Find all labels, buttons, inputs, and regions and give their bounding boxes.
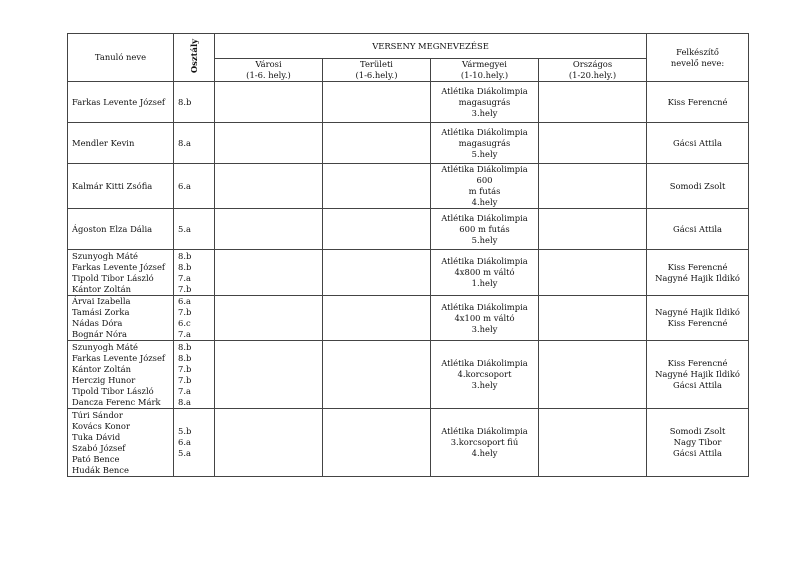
student-cell-line: Farkas Levente József <box>72 96 166 107</box>
result-cell-county-line: 3.hely <box>471 107 498 118</box>
class-cell <box>174 341 215 409</box>
result-cell-county <box>431 296 539 341</box>
result-cell-county <box>431 341 539 409</box>
class-cell-line: 5.a <box>178 223 191 234</box>
student-cell-line: Szunyogh Máté <box>72 341 139 352</box>
result-cell-national <box>539 82 647 123</box>
student-cell <box>68 123 174 164</box>
result-cell-city <box>215 250 323 296</box>
class-cell-line: 8.b <box>178 96 192 107</box>
student-cell <box>68 82 174 123</box>
student-cell-line: Dancza Ferenc Márk <box>72 396 161 407</box>
table-row <box>68 341 749 409</box>
teacher-cell-line: Kiss Ferencné <box>667 96 728 107</box>
class-cell-line: 7.b <box>178 374 192 385</box>
result-cell-county-line: 4.hely <box>471 197 498 207</box>
class-cell <box>174 164 215 209</box>
result-cell-regional <box>323 409 431 477</box>
competition-title: VERSENY MEGNEVEZÉSE <box>215 34 647 59</box>
student-cell-line: Herczig Hunor <box>72 374 136 385</box>
student-cell-line: Túri Sándor <box>72 409 123 420</box>
result-cell-national <box>539 341 647 409</box>
student-cell <box>68 250 174 296</box>
result-cell-county <box>431 409 539 477</box>
result-cell-city <box>215 164 323 209</box>
results-table <box>67 33 749 477</box>
class-cell-line: 6.a <box>178 437 191 447</box>
class-cell-line: 7.b <box>178 307 192 317</box>
teacher-cell-line: Kiss Ferencné <box>667 358 728 368</box>
class-cell-line: 8.b <box>178 250 192 261</box>
result-cell-city <box>215 123 323 164</box>
student-cell <box>68 296 174 341</box>
table-row <box>68 209 749 250</box>
result-cell-regional <box>323 123 431 164</box>
result-cell-county-line: 4.hely <box>471 448 498 458</box>
student-cell-line: Tipold Tibor László <box>72 272 154 283</box>
result-cell-county-line: Atlétika Diákolimpia 600 <box>441 164 528 185</box>
result-cell-city <box>215 296 323 341</box>
result-cell-city <box>215 209 323 250</box>
student-cell-line: Bognár Nóra <box>72 329 127 339</box>
teacher-header <box>647 34 749 82</box>
result-cell-county-line: Atlétika Diákolimpia <box>441 212 528 223</box>
teacher-cell-line: Kiss Ferencné <box>667 261 728 272</box>
student-cell <box>68 209 174 250</box>
teacher-header-line1: Felkészítő <box>676 46 719 57</box>
class-cell-line: 8.a <box>178 396 191 407</box>
teacher-cell <box>647 296 749 341</box>
teacher-cell <box>647 209 749 250</box>
teacher-cell-line: Nagyné Hajik Ildikó <box>655 307 740 317</box>
student-cell-line: Nádas Dóra <box>72 318 123 328</box>
level-header-regional: Területi (1-6.hely.) <box>323 59 431 82</box>
teacher-cell-line: Gácsi Attila <box>673 380 723 390</box>
result-cell-regional <box>323 341 431 409</box>
result-cell-county-line: 3.korcsoport fiú <box>450 437 519 447</box>
student-cell-line: Mendler Kevin <box>72 137 135 148</box>
class-cell-line: 6.a <box>178 180 191 191</box>
student-cell-line: Hudák Bence <box>72 464 129 475</box>
result-cell-regional <box>323 209 431 250</box>
result-cell-regional <box>323 164 431 209</box>
teacher-cell-line: Nagy Tibor <box>673 437 722 447</box>
class-cell-line: 5.b <box>178 426 192 436</box>
level-header-county: Vármegyei (1-10.hely.) <box>431 59 539 82</box>
result-cell-county-line: 3.hely <box>471 380 498 390</box>
result-cell-county-line: magasugrás <box>458 137 511 148</box>
student-cell-line: Ágoston Elza Dália <box>72 223 153 234</box>
result-cell-national <box>539 250 647 296</box>
result-cell-county <box>431 82 539 123</box>
result-cell-national <box>539 209 647 250</box>
class-cell-line: 8.b <box>178 352 192 363</box>
teacher-cell <box>647 341 749 409</box>
teacher-cell <box>647 409 749 477</box>
student-cell <box>68 341 174 409</box>
result-cell-county-line: Atlétika Diákolimpia <box>441 85 528 96</box>
result-cell-county-line: 4.korcsoport <box>457 369 512 379</box>
result-cell-county-line: 5.hely <box>471 148 498 159</box>
result-cell-county-line: Atlétika Diákolimpia <box>441 358 528 368</box>
result-cell-county-line: 4x100 m váltó <box>454 312 515 323</box>
student-cell-line: Tamási Zorka <box>72 307 130 317</box>
teacher-cell-line: Kiss Ferencné <box>667 318 728 328</box>
result-cell-county-line: Atlétika Diákolimpia <box>441 301 528 312</box>
table-row <box>68 82 749 123</box>
teacher-cell-line: Gácsi Attila <box>673 448 723 458</box>
teacher-cell <box>647 123 749 164</box>
student-cell-line: Árvai Izabella <box>72 296 131 306</box>
result-cell-county-line: 4x800 m váltó <box>454 267 515 277</box>
class-cell-line: 8.a <box>178 137 191 148</box>
student-cell-line: Farkas Levente József <box>72 261 166 272</box>
student-cell-line: Szunyogh Máté <box>72 250 139 261</box>
teacher-cell <box>647 250 749 296</box>
result-cell-county-line: Atlétika Diákolimpia <box>441 126 528 137</box>
student-cell-line: Kántor Zoltán <box>72 283 132 294</box>
teacher-cell-line: Nagyné Hajik Ildikó <box>655 272 740 283</box>
result-cell-national <box>539 164 647 209</box>
class-header <box>174 34 215 82</box>
student-cell-line: Pató Bence <box>72 453 120 464</box>
class-header-label: Osztály <box>188 38 199 74</box>
student-cell-line: Kalmár Kitti Zsófia <box>72 180 153 191</box>
result-cell-county-line: 600 m futás <box>459 223 510 234</box>
class-cell-line: 7.b <box>178 363 192 374</box>
result-cell-regional <box>323 250 431 296</box>
table-row <box>68 296 749 341</box>
teacher-cell <box>647 164 749 209</box>
result-cell-regional <box>323 296 431 341</box>
result-cell-county <box>431 250 539 296</box>
teacher-cell-line: Gácsi Attila <box>673 223 723 234</box>
result-cell-county-line: Atlétika Diákolimpia <box>441 426 528 436</box>
student-cell <box>68 164 174 209</box>
teacher-cell <box>647 82 749 123</box>
student-cell-line: Tipold Tibor László <box>72 385 154 396</box>
student-cell <box>68 409 174 477</box>
student-cell-line: Szabó József <box>72 442 126 453</box>
table-row <box>68 409 749 477</box>
teacher-cell-line: Somodi Zsolt <box>669 426 726 436</box>
result-cell-regional <box>323 82 431 123</box>
table-row <box>68 250 749 296</box>
result-cell-county-line: magasugrás <box>458 96 511 107</box>
student-cell-line: Kovács Konor <box>72 420 130 431</box>
result-cell-county-line: m futás <box>468 186 501 196</box>
result-cell-city <box>215 409 323 477</box>
teacher-cell-line: Nagyné Hajik Ildikó <box>655 369 740 379</box>
result-cell-county <box>431 209 539 250</box>
result-cell-county-line: Atlétika Diákolimpia <box>441 256 528 266</box>
class-cell-line: 8.b <box>178 341 192 352</box>
class-cell-line: 6.c <box>178 318 191 328</box>
class-cell-line: 8.b <box>178 261 192 272</box>
student-cell-line: Tuka Dávid <box>72 431 121 442</box>
table-row <box>68 123 749 164</box>
result-cell-county-line: 3.hely <box>471 323 498 334</box>
result-cell-national <box>539 123 647 164</box>
result-cell-city <box>215 341 323 409</box>
result-cell-county-line: 5.hely <box>471 234 498 245</box>
class-cell <box>174 209 215 250</box>
class-cell-line: 6.a <box>178 296 191 306</box>
table-row <box>68 164 749 209</box>
class-cell-line: 7.b <box>178 283 192 294</box>
student-cell-line: Farkas Levente József <box>72 352 166 363</box>
level-header-city: Városi (1-6. hely.) <box>215 59 323 82</box>
student-cell-line: Kántor Zoltán <box>72 363 132 374</box>
class-cell <box>174 409 215 477</box>
class-cell <box>174 82 215 123</box>
teacher-cell-line: Somodi Zsolt <box>669 180 726 191</box>
class-cell <box>174 123 215 164</box>
result-cell-county <box>431 123 539 164</box>
student-name-header: Tanuló neve <box>68 34 174 82</box>
result-cell-county <box>431 164 539 209</box>
class-cell-line: 5.a <box>178 448 191 458</box>
result-cell-city <box>215 82 323 123</box>
result-cell-national <box>539 409 647 477</box>
result-cell-county-line: 1.hely <box>471 278 498 288</box>
teacher-header-line2: nevelő neve: <box>670 57 725 68</box>
result-cell-national <box>539 296 647 341</box>
class-cell <box>174 296 215 341</box>
class-cell <box>174 250 215 296</box>
class-cell-line: 7.a <box>178 329 191 339</box>
teacher-cell-line: Gácsi Attila <box>673 137 723 148</box>
class-cell-line: 7.a <box>178 272 191 283</box>
class-cell-line: 7.a <box>178 385 191 396</box>
level-header-national: Országos (1-20.hely.) <box>539 59 647 82</box>
